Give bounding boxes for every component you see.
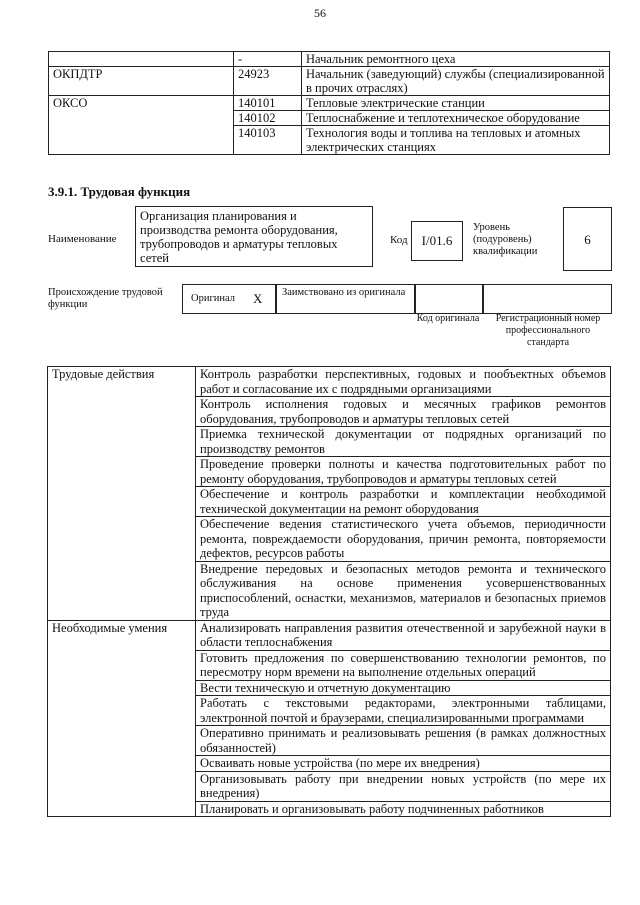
section-item: Вести техническую и отчетную документацию [196,680,611,696]
function-name-box: Организация планирования и производства ремонта оборудования, трубопроводов и арматуры тепловых сетей [135,206,373,267]
borrowed-label: Заимствовано из оригинала [282,287,406,298]
section-item: Организовывать работу при внедрении новых устройств (по мере их внедрения) [196,771,611,801]
section-item: Обеспечение ведения статистического учета объемов, периодичности ремонта, повреждаемости оборудования, причин ремонта, повторяемости дефектов, ресурсов работы [196,517,611,562]
classification-title: Начальник ремонтного цеха [302,52,610,67]
borrowed-cell [275,284,416,314]
table-row [49,96,610,111]
section-item: Проведение проверки полноты и качества подготовительных работ по ремонту оборудования, трубопроводов и арматуры тепловых сетей [196,457,611,487]
section-item: Готовить предложения по совершенствованию технологии ремонтов, по пересмотру норм времени на выполнение отдельных операций [196,650,611,680]
section-item: Внедрение передовых и безопасных методов ремонта и технического обслуживания на основе применения усовершенствованных приспособлений, оснастки, механизмов, материалов и безопасных приемов труда [196,561,611,620]
section-item: Работать с текстовыми редакторами, электронными таблицами, электронной почтой и браузерами, специализированными программами [196,696,611,726]
level-box [563,207,612,271]
function-details-table [47,366,611,817]
classification-name [49,52,234,67]
section-item: Анализировать направления развития отечественной и зарубежной науки в области теплоснабжения [196,620,611,650]
section-item: Осваивать новые устройства (по мере их внедрения) [196,756,611,772]
original-label: Оригинал [191,293,235,304]
table-row [49,52,610,67]
original-mark: X [253,291,263,306]
section-item: Приемка технической документации от подрядных организаций по производству ремонтов [196,427,611,457]
original-cell [182,284,277,314]
name-label: Наименование [48,233,117,245]
original-code-caption: Код оригинала [416,313,480,324]
classification-code: - [234,52,302,67]
classification-title: Тепловые электрические станции [302,96,610,111]
section-title: 3.9.1. Трудовая функция [48,184,191,199]
original-code-cell [414,284,484,314]
origin-label: Происхождение трудовой функции [48,287,163,310]
table-row [48,620,611,650]
classification-title: Теплоснабжение и теплотехническое оборудование [302,111,610,126]
classification-code: 140103 [234,126,302,155]
classification-code: 140102 [234,111,302,126]
code-value: I/01.6 [421,233,453,248]
table-row [48,367,611,397]
section-item: Оперативно принимать и реализовывать решения (в рамках должностных обязанностей) [196,726,611,756]
classification-code: 140101 [234,96,302,111]
level-label: Уровень (подуровень) квалификации [473,222,538,257]
section-item: Контроль разработки перспективных, годовых и пообъектных объемов работ и согласование их с подрядными организациями [196,367,611,397]
table-row [49,67,610,96]
section-label: Трудовые действия [48,367,196,621]
level-value: 6 [584,232,591,247]
reg-number-cell [482,284,612,314]
classification-code: 24923 [234,67,302,96]
classification-title: Начальник (заведующий) службы (специализированной в прочих отраслях) [302,67,610,96]
reg-number-caption: Регистрационный номер профессионального стандарта [495,313,601,348]
section-item: Обеспечение и контроль разработки и комплектации необходимой технической документации на ремонт оборудования [196,487,611,517]
classification-name: ОКСО [49,96,234,155]
code-label: Код [390,234,408,246]
section-label: Необходимые умения [48,620,196,817]
classification-name: ОКПДТР [49,67,234,96]
section-item: Планировать и организовывать работу подчиненных работников [196,801,611,817]
classification-title: Технология воды и топлива на тепловых и атомных электрических станциях [302,126,610,155]
code-box [411,221,463,261]
classification-table [48,51,610,155]
section-item: Контроль исполнения годовых и месячных графиков ремонтов оборудования, трубопроводов и арматуры тепловых сетей [196,397,611,427]
page-number: 56 [314,6,326,20]
